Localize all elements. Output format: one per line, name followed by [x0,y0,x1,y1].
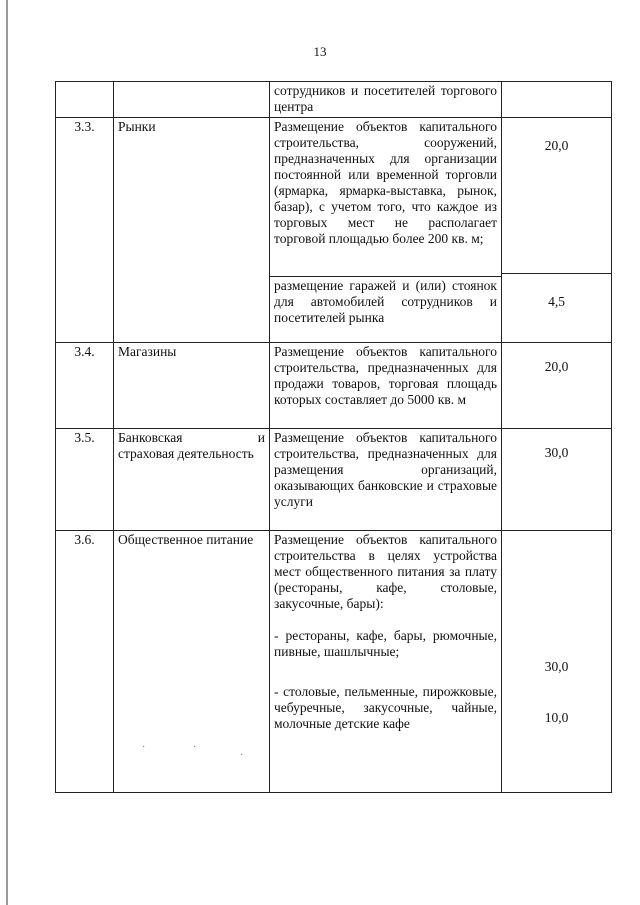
row-value: 20,0 [502,343,612,429]
table-row-banking [56,429,612,531]
row-name-first-line [118,430,265,446]
zoning-table [55,81,612,793]
row-name-cell [114,429,270,531]
table-row-continuation [56,82,612,118]
row-subitem: - рестораны, кафе, бары, рюмочные, пивные, шашлычные; [274,628,497,659]
scan-speck: · [142,742,146,753]
row-number [56,82,114,118]
row-subitem: - столовые, пельменные, пирожковые, чебуречные, закусочные, чайные, молочные детские кафе [274,684,497,731]
row-name: Общественное питание [114,531,270,793]
row-name-part: Банковская [118,430,183,445]
row-description-cell [270,118,502,343]
row-description: Размещение объектов капитального строительства в целях устройства мест общественного питания за плату (рестораны, кафе, столовые, закусочные, бары): [274,532,497,611]
row-name: Рынки [114,118,270,343]
row-number: 3.5. [56,429,114,531]
row-name-rest: страховая деятельность [118,446,254,461]
row-number: 3.6. [56,531,114,793]
page-number: 13 [313,44,327,59]
row-value [502,82,612,118]
table-row-catering [56,531,612,793]
row-number: 3.4. [56,343,114,429]
row-value-secondary: 4,5 [502,273,611,335]
row-name [114,82,270,118]
table-row-markets [56,118,612,343]
row-description: Размещение объектов капитального строительства, сооружений, предназначенных для организации постоянной или временной торговли (ярмарка, ярмарка-выставка, рынок, базар), с учетом того, что каждое из торговых мест не располагает торговой площадью более 200 кв. м; [274,119,497,246]
scan-speck: · [240,750,244,761]
row-value-cell [502,118,612,343]
row-description: Размещение объектов капитального строительства, предназначенных для размещения организаций, оказывающих банковские и страховые услуги [270,429,502,531]
binding-edge [6,0,8,905]
row-value-cell [502,531,612,793]
row-number: 3.3. [56,118,114,343]
row-value: 30,0 [502,429,612,531]
row-description-cell [270,531,502,793]
row-name: Магазины [114,343,270,429]
row-name-part: и [257,430,265,445]
row-description-secondary: размещение гаражей и (или) стоянок для автомобилей сотрудников и посетителей рынка [270,276,501,342]
row-description: Размещение объектов капитального строительства, предназначенных для продажи товаров, торговая площадь которых составляет до 5000 кв. м [270,343,502,429]
scan-speck: · [193,742,197,753]
row-value: 20,0 [544,138,569,153]
row-description: сотрудников и посетителей торгового центра [270,82,502,118]
row-value: 10,0 [544,710,569,725]
table-row-shops [56,343,612,429]
row-value: 30,0 [544,659,569,674]
